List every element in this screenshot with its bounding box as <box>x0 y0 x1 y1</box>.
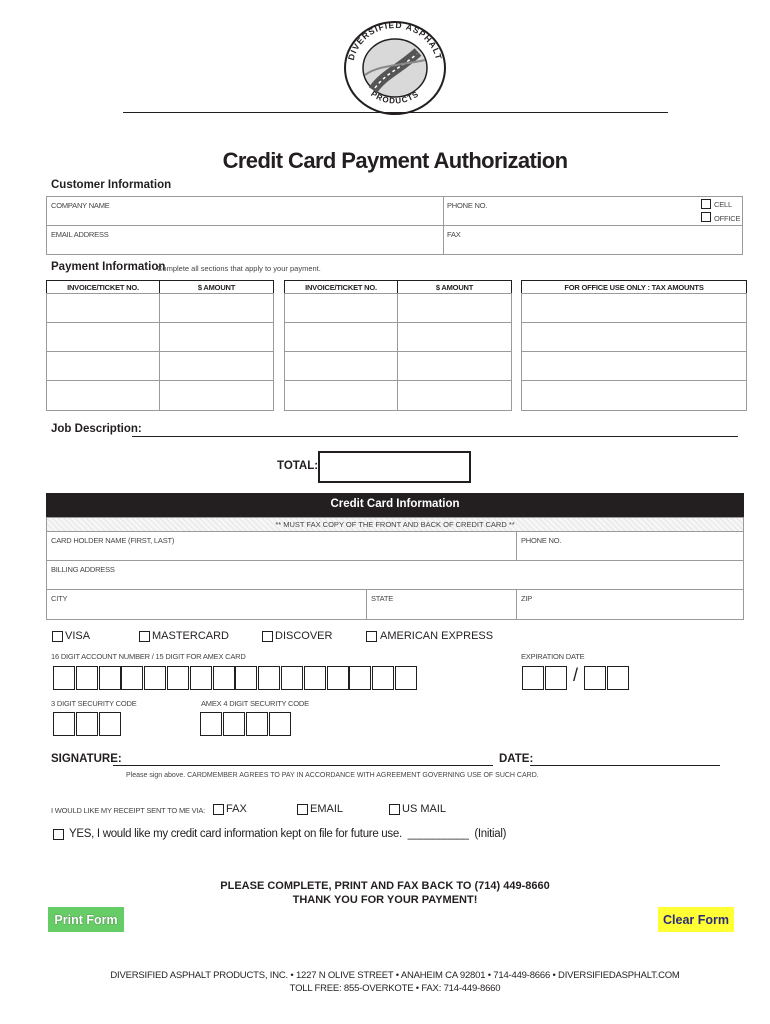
billing-address-field[interactable] <box>46 560 744 590</box>
account-digit-box[interactable] <box>76 666 98 690</box>
tax-cell[interactable] <box>521 380 747 411</box>
invoice-cell[interactable] <box>46 380 160 411</box>
card-phone-label: PHONE NO. <box>521 536 562 545</box>
signature-label: SIGNATURE: <box>51 753 122 765</box>
receipt-mail-label: US MAIL <box>402 803 447 815</box>
account-digit-box[interactable] <box>99 666 121 690</box>
account-digit-box[interactable] <box>258 666 280 690</box>
expiration-label: EXPIRATION DATE <box>521 652 585 661</box>
header-rule <box>123 112 668 113</box>
amex-code-label: AMEX 4 DIGIT SECURITY CODE <box>201 699 309 708</box>
amount-cell[interactable] <box>159 351 274 381</box>
account-digit-box[interactable] <box>372 666 394 690</box>
expiration-month-box[interactable] <box>522 666 544 690</box>
payment-table-left <box>46 280 274 411</box>
city-label: CITY <box>51 594 68 603</box>
discover-label: DISCOVER <box>275 630 333 642</box>
amount-cell[interactable] <box>159 322 274 352</box>
tax-cell[interactable] <box>521 293 747 323</box>
visa-checkbox[interactable] <box>52 631 63 642</box>
amount-cell[interactable] <box>397 380 512 411</box>
account-digit-box[interactable] <box>235 666 257 690</box>
cell-checkbox[interactable] <box>701 199 711 209</box>
amount-cell[interactable] <box>397 322 512 352</box>
fax-note: ** MUST FAX COPY OF THE FRONT AND BACK OF CREDIT CARD ** <box>275 520 515 529</box>
account-digit-box[interactable] <box>144 666 166 690</box>
payment-info-note: Complete all sections that apply to your payment. <box>157 264 321 273</box>
account-digit-box[interactable] <box>167 666 189 690</box>
customer-info-heading: Customer Information <box>51 179 172 191</box>
account-digit-box[interactable] <box>121 666 143 690</box>
account-digit-box[interactable] <box>327 666 349 690</box>
amount-cell[interactable] <box>397 293 512 323</box>
city-field[interactable] <box>46 589 367 620</box>
tax-cell[interactable] <box>521 351 747 381</box>
keep-on-file-checkbox[interactable] <box>53 829 64 840</box>
amex-checkbox[interactable] <box>366 631 377 642</box>
company-logo <box>343 20 447 116</box>
phone-label: PHONE NO. <box>447 201 488 210</box>
invoice-cell[interactable] <box>284 351 398 381</box>
account-digit-box[interactable] <box>304 666 326 690</box>
amount-cell[interactable] <box>397 351 512 381</box>
date-label: DATE: <box>499 753 534 765</box>
payment-info-heading: Payment Information <box>51 261 166 273</box>
col-amount-header: $ AMOUNT <box>197 283 236 292</box>
mastercard-checkbox[interactable] <box>139 631 150 642</box>
office-label: OFFICE <box>714 214 741 223</box>
tax-cell[interactable] <box>521 322 747 352</box>
amex-digit-box[interactable] <box>223 712 245 736</box>
print-form-button[interactable]: Print Form <box>48 907 124 932</box>
keep-on-file-label: YES, I would like my credit card information kept on file for future use. __________ (Initial) <box>69 828 507 840</box>
amex-digit-box[interactable] <box>246 712 268 736</box>
mastercard-label: MASTERCARD <box>152 630 230 642</box>
zip-label: ZIP <box>521 594 533 603</box>
receipt-fax-checkbox[interactable] <box>213 804 224 815</box>
col-invoice-header: INVOICE/TICKET NO. <box>67 283 139 292</box>
col-office-header: FOR OFFICE USE ONLY : TAX AMOUNTS <box>564 283 704 292</box>
fax-instructions: PLEASE COMPLETE, PRINT AND FAX BACK TO (714) 449-8660 <box>220 880 550 892</box>
account-digit-box[interactable] <box>190 666 212 690</box>
account-digit-box[interactable] <box>281 666 303 690</box>
security-digit-box[interactable] <box>76 712 98 736</box>
account-number-label: 16 DIGIT ACCOUNT NUMBER / 15 DIGIT FOR AMEX CARD <box>51 652 246 661</box>
invoice-cell[interactable] <box>284 380 398 411</box>
clear-form-button[interactable]: Clear Form <box>658 907 734 932</box>
zip-field[interactable] <box>516 589 744 620</box>
thank-you: THANK YOU FOR YOUR PAYMENT! <box>292 894 478 906</box>
invoice-cell[interactable] <box>284 293 398 323</box>
amount-cell[interactable] <box>159 380 274 411</box>
office-use-table <box>521 280 747 411</box>
security-digit-box[interactable] <box>53 712 75 736</box>
job-description-line[interactable] <box>132 436 738 437</box>
footer-address: DIVERSIFIED ASPHALT PRODUCTS, INC. • 1227 N OLIVE STREET • ANAHEIM CA 92801 • 714-449-8666 • DIVERSIFIEDASPHALT.COM <box>110 970 680 981</box>
amount-cell[interactable] <box>159 293 274 323</box>
expiration-year-box[interactable] <box>607 666 629 690</box>
payment-table-middle <box>284 280 512 411</box>
col-invoice-header: INVOICE/TICKET NO. <box>305 283 377 292</box>
amex-digit-box[interactable] <box>200 712 222 736</box>
invoice-cell[interactable] <box>46 293 160 323</box>
date-line[interactable] <box>530 765 720 766</box>
account-digit-box[interactable] <box>349 666 371 690</box>
visa-label: VISA <box>65 630 91 642</box>
col-amount-header: $ AMOUNT <box>435 283 474 292</box>
email-label: EMAIL ADDRESS <box>51 230 109 239</box>
receipt-mail-checkbox[interactable] <box>389 804 400 815</box>
receipt-label: I WOULD LIKE MY RECEIPT SENT TO ME VIA: <box>51 806 206 815</box>
amex-digit-box[interactable] <box>269 712 291 736</box>
account-digit-box[interactable] <box>53 666 75 690</box>
security-digit-box[interactable] <box>99 712 121 736</box>
footer-phone: TOLL FREE: 855-OVERKOTE • FAX: 714-449-8660 <box>289 983 501 994</box>
job-description-label: Job Description: <box>51 423 142 435</box>
expiration-year-box[interactable] <box>584 666 606 690</box>
billing-address-label: BILLING ADDRESS <box>51 565 115 574</box>
logo-top-text: DIVERSIFIED ASPHALT <box>345 20 445 62</box>
card-holder-label: CARD HOLDER NAME (FIRST, LAST) <box>51 536 175 545</box>
receipt-email-checkbox[interactable] <box>297 804 308 815</box>
invoice-cell[interactable] <box>46 322 160 352</box>
invoice-cell[interactable] <box>46 351 160 381</box>
security-code-label: 3 DIGIT SECURITY CODE <box>51 699 137 708</box>
expiration-month-box[interactable] <box>545 666 567 690</box>
state-label: STATE <box>371 594 394 603</box>
logo-bottom-text: PRODUCTS <box>369 89 421 106</box>
receipt-email-label: EMAIL <box>310 803 344 815</box>
receipt-fax-label: FAX <box>226 803 247 815</box>
expiration-separator: / <box>573 665 579 685</box>
amex-label: AMERICAN EXPRESS <box>380 630 494 642</box>
phone-field[interactable] <box>443 196 743 226</box>
credit-card-heading: Credit Card Information <box>330 498 460 510</box>
fax-field[interactable] <box>443 225 743 255</box>
form-title: Credit Card Payment Authorization <box>222 148 568 173</box>
fax-label: FAX <box>447 230 461 239</box>
account-digit-box[interactable] <box>395 666 417 690</box>
company-name-label: COMPANY NAME <box>51 201 110 210</box>
total-field[interactable] <box>318 451 471 483</box>
signature-line[interactable] <box>113 765 493 766</box>
total-label: TOTAL: <box>277 460 319 472</box>
invoice-cell[interactable] <box>284 322 398 352</box>
cell-label: CELL <box>714 200 732 209</box>
signature-note: Please sign above. CARDMEMBER AGREES TO PAY IN ACCORDANCE WITH AGREEMENT GOVERNING USE OF SUCH CARD. <box>126 772 539 779</box>
discover-checkbox[interactable] <box>262 631 273 642</box>
account-digit-box[interactable] <box>213 666 235 690</box>
office-checkbox[interactable] <box>701 212 711 222</box>
